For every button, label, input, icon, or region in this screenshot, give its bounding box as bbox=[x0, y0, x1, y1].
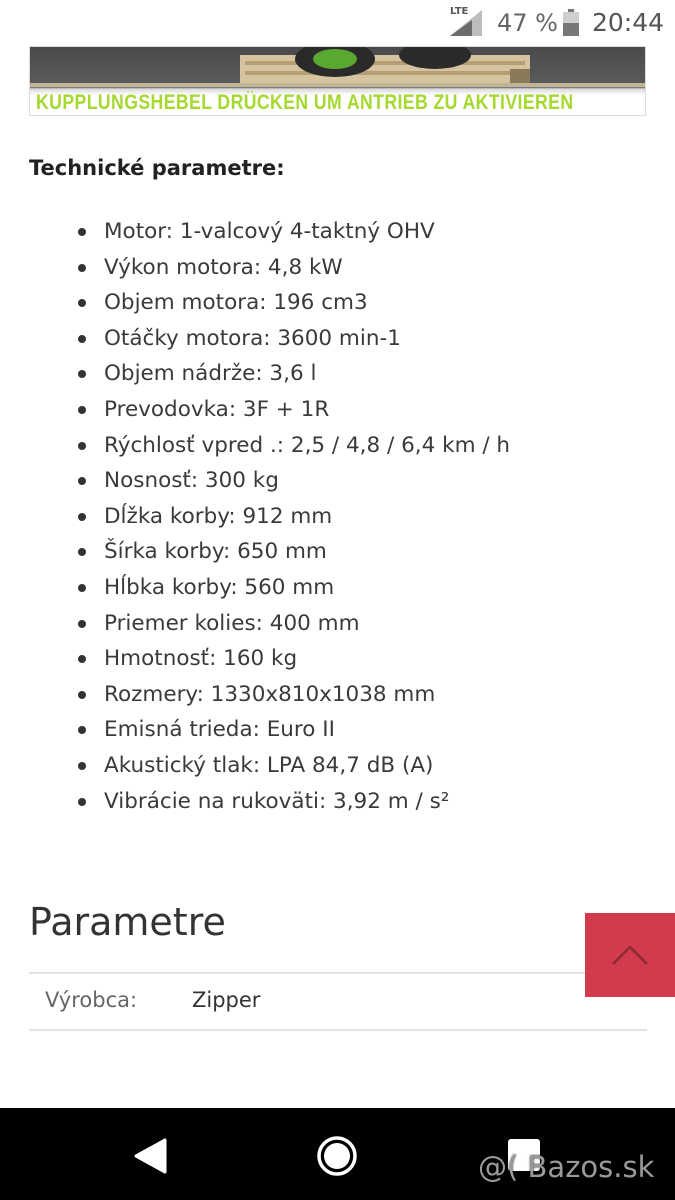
watermark: @( Bazos.sk bbox=[478, 1150, 655, 1184]
spec-text: Šírka korby: 650 mm bbox=[104, 539, 327, 565]
spec-text: Rozmery: 1330x810x1038 mm bbox=[104, 681, 436, 707]
list-item bbox=[78, 356, 638, 392]
list-item bbox=[78, 784, 638, 820]
spec-text: Prevodovka: 3F + 1R bbox=[104, 396, 330, 422]
spec-text: Emisná trieda: Euro II bbox=[104, 717, 335, 743]
bullet-icon bbox=[78, 513, 86, 521]
list-item bbox=[78, 392, 638, 428]
spec-text: Objem nádrže: 3,6 l bbox=[104, 361, 317, 387]
product-banner-image bbox=[29, 46, 646, 116]
tires-pallet-illustration bbox=[30, 47, 646, 87]
home-icon[interactable] bbox=[316, 1135, 358, 1177]
spec-text: Otáčky motora: 3600 min-1 bbox=[104, 325, 401, 351]
spec-text: Hĺbka korby: 560 mm bbox=[104, 574, 335, 600]
spec-text: Objem motora: 196 cm3 bbox=[104, 290, 368, 316]
battery-percent: 47 % bbox=[497, 9, 558, 37]
spec-text: Akustický tlak: LPA 84,7 dB (A) bbox=[104, 752, 434, 778]
bullet-icon bbox=[78, 264, 86, 272]
bullet-icon bbox=[78, 620, 86, 628]
bullet-icon bbox=[78, 335, 86, 343]
list-item bbox=[78, 214, 638, 250]
back-icon[interactable] bbox=[132, 1137, 168, 1175]
bullet-icon bbox=[78, 798, 86, 806]
battery-icon bbox=[563, 9, 579, 36]
spec-text: Rýchlosť vpred .: 2,5 / 4,8 / 6,4 km / h bbox=[104, 432, 511, 458]
scroll-to-top-button[interactable] bbox=[585, 913, 675, 997]
spec-text: Hmotnosť: 160 kg bbox=[104, 646, 298, 672]
manufacturer-value: Zipper bbox=[192, 988, 261, 1012]
list-item bbox=[78, 606, 638, 642]
list-item bbox=[78, 285, 638, 321]
table-divider-bottom bbox=[29, 1029, 647, 1031]
spec-text: Vibrácie na rukoväti: 3,92 m / s² bbox=[104, 788, 450, 814]
status-bar bbox=[0, 0, 675, 46]
list-item bbox=[78, 463, 638, 499]
parametre-heading: Parametre bbox=[29, 900, 226, 944]
bullet-icon bbox=[78, 584, 86, 592]
list-item bbox=[78, 534, 638, 570]
list-item bbox=[78, 748, 638, 784]
chevron-up-icon bbox=[610, 943, 650, 967]
banner-divider bbox=[30, 83, 646, 87]
list-item bbox=[78, 712, 638, 748]
bullet-icon bbox=[78, 442, 86, 450]
manufacturer-label: Výrobca: bbox=[45, 988, 138, 1012]
spec-text: Dĺžka korby: 912 mm bbox=[104, 503, 333, 529]
bullet-icon bbox=[78, 477, 86, 485]
specs-list bbox=[78, 214, 638, 819]
specs-title: Technické parametre: bbox=[29, 156, 285, 180]
bullet-icon bbox=[78, 548, 86, 556]
list-item bbox=[78, 321, 638, 357]
signal-icon bbox=[446, 8, 486, 38]
list-item bbox=[78, 570, 638, 606]
table-divider-top bbox=[29, 972, 647, 974]
bullet-icon bbox=[78, 228, 86, 236]
bullet-icon bbox=[78, 726, 86, 734]
list-item bbox=[78, 641, 638, 677]
list-item bbox=[78, 250, 638, 286]
bullet-icon bbox=[78, 370, 86, 378]
bullet-icon bbox=[78, 406, 86, 414]
bullet-icon bbox=[78, 762, 86, 770]
spec-text: Nosnosť: 300 kg bbox=[104, 468, 279, 494]
spec-text: Motor: 1-valcový 4-taktný OHV bbox=[104, 219, 435, 244]
bullet-icon bbox=[78, 691, 86, 699]
bullet-icon bbox=[78, 655, 86, 663]
spec-text: Priemer kolies: 400 mm bbox=[104, 610, 360, 636]
spec-text: Výkon motora: 4,8 kW bbox=[104, 254, 343, 280]
bullet-icon bbox=[78, 299, 86, 307]
banner-caption: KUPPLUNGSHEBEL DRÜCKEN UM ANTRIEB ZU AKTIVIEREN bbox=[36, 91, 574, 114]
clock: 20:44 bbox=[592, 8, 665, 37]
list-item bbox=[78, 428, 638, 464]
network-type: LTE bbox=[450, 6, 469, 17]
list-item bbox=[78, 677, 638, 713]
list-item bbox=[78, 499, 638, 535]
